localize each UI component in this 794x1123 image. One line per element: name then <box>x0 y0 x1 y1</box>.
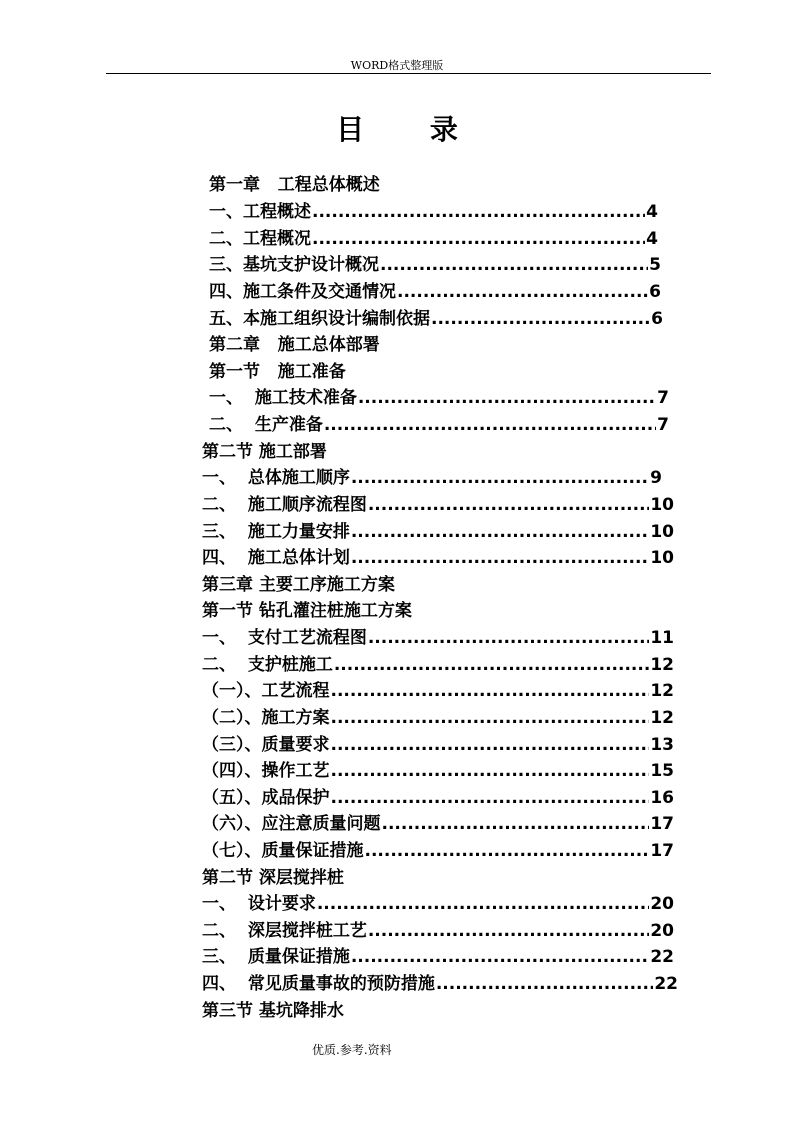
toc-entry-label: 二、 深层搅拌桩工艺 <box>202 921 367 941</box>
toc-leader-dots <box>358 387 656 409</box>
toc-leader-dots <box>431 308 650 330</box>
toc-entry[interactable] <box>202 467 662 489</box>
toc-entry[interactable] <box>202 920 674 942</box>
toc-page-number: 10 <box>650 522 674 542</box>
toc-page-number: 20 <box>650 921 674 941</box>
toc-leader-dots <box>324 414 656 436</box>
toc-entry-label: （二）、施工方案 <box>202 708 330 728</box>
toc-entry[interactable] <box>202 893 674 915</box>
toc-leader-dots <box>312 228 645 250</box>
toc-page-number: 22 <box>654 974 678 994</box>
toc-entry-label: 一、 支付工艺流程图 <box>202 628 367 648</box>
toc-page-number: 17 <box>650 814 674 834</box>
toc-entry-label: 第三节 基坑降排水 <box>202 1001 344 1021</box>
toc-page-number: 7 <box>657 388 669 408</box>
toc-leader-dots <box>334 654 649 676</box>
toc-entry[interactable] <box>209 281 661 303</box>
toc-entry-label: 第一节 施工准备 <box>209 362 346 382</box>
toc-page-number: 6 <box>649 282 661 302</box>
toc-leader-dots <box>380 254 648 276</box>
toc-entry[interactable] <box>202 734 674 756</box>
toc-page-number: 9 <box>650 468 662 488</box>
toc-entry-label: 五、本施工组织设计编制依据 <box>209 309 430 329</box>
toc-entry[interactable] <box>209 201 658 223</box>
toc-leader-dots <box>331 680 650 702</box>
toc-entry[interactable] <box>202 760 674 782</box>
toc-page-number: 5 <box>649 255 661 275</box>
toc-entry[interactable] <box>209 387 669 409</box>
toc-entry-label: 第一节 钻孔灌注桩施工方案 <box>202 601 412 621</box>
toc-entry-label: 一、 施工技术准备 <box>209 388 357 408</box>
toc-entry-label: 三、 质量保证措施 <box>202 947 350 967</box>
toc-entry[interactable] <box>202 574 395 596</box>
toc-entry-label: 二、 生产准备 <box>209 415 323 435</box>
toc-leader-dots <box>351 467 649 489</box>
toc-leader-dots <box>331 787 650 809</box>
toc-entry[interactable] <box>202 813 674 835</box>
toc-entry-label: （三）、质量要求 <box>202 735 330 755</box>
toc-page-number: 16 <box>650 788 674 808</box>
toc-entry-label: 一、 设计要求 <box>202 894 316 914</box>
toc-entry-label: 四、 施工总体计划 <box>202 548 350 568</box>
toc-page-number: 4 <box>646 229 658 249</box>
toc-entry[interactable] <box>202 946 674 968</box>
toc-leader-dots <box>312 201 645 223</box>
toc-leader-dots <box>351 521 649 543</box>
toc-entry-label: 三、基坑支护设计概况 <box>209 255 379 275</box>
toc-leader-dots <box>368 494 649 516</box>
toc-entry[interactable] <box>202 867 344 889</box>
toc-entry-label: 一、 总体施工顺序 <box>202 468 350 488</box>
toc-entry[interactable] <box>202 973 678 995</box>
toc-entry[interactable] <box>202 627 674 649</box>
toc-entry[interactable] <box>209 228 658 250</box>
toc-entry-label: 四、 常见质量事故的预防措施 <box>202 974 435 994</box>
toc-leader-dots <box>436 973 653 995</box>
toc-leader-dots <box>331 760 650 782</box>
toc-page-number: 10 <box>650 495 674 515</box>
toc-entry[interactable] <box>209 334 380 356</box>
toc-entry[interactable] <box>202 441 327 463</box>
toc-entry[interactable] <box>202 787 674 809</box>
toc-page-number: 6 <box>651 309 663 329</box>
toc-page-number: 10 <box>650 548 674 568</box>
toc-page-number: 11 <box>650 628 674 648</box>
toc-entry[interactable] <box>202 680 674 702</box>
toc-page-number: 20 <box>650 894 674 914</box>
toc-page-number: 12 <box>650 708 674 728</box>
toc-entry-label: （七）、质量保证措施 <box>202 841 364 861</box>
toc-entry-label: 第一章 工程总体概述 <box>209 175 380 195</box>
toc-leader-dots <box>351 547 649 569</box>
toc-leader-dots <box>368 627 649 649</box>
toc-leader-dots <box>317 893 649 915</box>
toc-leader-dots <box>382 813 650 835</box>
toc-entry[interactable] <box>202 707 674 729</box>
toc-entry[interactable] <box>202 600 412 622</box>
toc-leader-dots <box>365 840 650 862</box>
toc-entry-label: 第三章 主要工序施工方案 <box>202 575 395 595</box>
toc-page-number: 7 <box>657 415 669 435</box>
page-header: WORD格式整理版 <box>350 59 444 72</box>
page-footer: 优质.参考.资料 <box>312 1043 392 1057</box>
toc-entry-label: 第二节 深层搅拌桩 <box>202 868 344 888</box>
toc-leader-dots <box>331 707 650 729</box>
toc-entry-label: 第二章 施工总体部署 <box>209 335 380 355</box>
toc-leader-dots <box>368 920 649 942</box>
toc-page-number: 4 <box>646 202 658 222</box>
toc-entry-label: 一、工程概述 <box>209 202 311 222</box>
toc-entry-label: 第二节 施工部署 <box>202 442 327 462</box>
toc-entry-label: 二、 支护桩施工 <box>202 655 333 675</box>
toc-entry-label: 二、 施工顺序流程图 <box>202 495 367 515</box>
toc-entry[interactable] <box>209 361 346 383</box>
toc-entry-label: 三、 施工力量安排 <box>202 522 350 542</box>
toc-entry[interactable] <box>202 654 674 676</box>
toc-leader-dots <box>331 734 650 756</box>
toc-entry[interactable] <box>209 174 380 196</box>
toc-entry[interactable] <box>202 494 674 516</box>
toc-page-number: 13 <box>650 735 674 755</box>
toc-entry[interactable] <box>202 521 674 543</box>
toc-page-number: 12 <box>650 681 674 701</box>
toc-entry-label: 四、施工条件及交通情况 <box>209 282 396 302</box>
toc-entry-label: （四）、操作工艺 <box>202 761 330 781</box>
toc-entry[interactable] <box>202 547 674 569</box>
toc-entry[interactable] <box>209 308 663 330</box>
toc-leader-dots <box>351 946 649 968</box>
toc-entry-label: （五）、成品保护 <box>202 788 330 808</box>
toc-entry-label: （一）、工艺流程 <box>202 681 330 701</box>
toc-leader-dots <box>397 281 648 303</box>
toc-title: 目 录 <box>336 113 486 146</box>
toc-entry[interactable] <box>202 840 674 862</box>
toc-page-number: 17 <box>650 841 674 861</box>
toc-entry[interactable] <box>209 414 669 436</box>
toc-entry-label: 二、工程概况 <box>209 229 311 249</box>
toc-entry[interactable] <box>202 1000 344 1022</box>
toc-page-number: 12 <box>650 655 674 675</box>
toc-entry-label: （六）、应注意质量问题 <box>202 814 381 834</box>
toc-page-number: 22 <box>650 947 674 967</box>
toc-entry[interactable] <box>209 254 661 276</box>
toc-page-number: 15 <box>650 761 674 781</box>
